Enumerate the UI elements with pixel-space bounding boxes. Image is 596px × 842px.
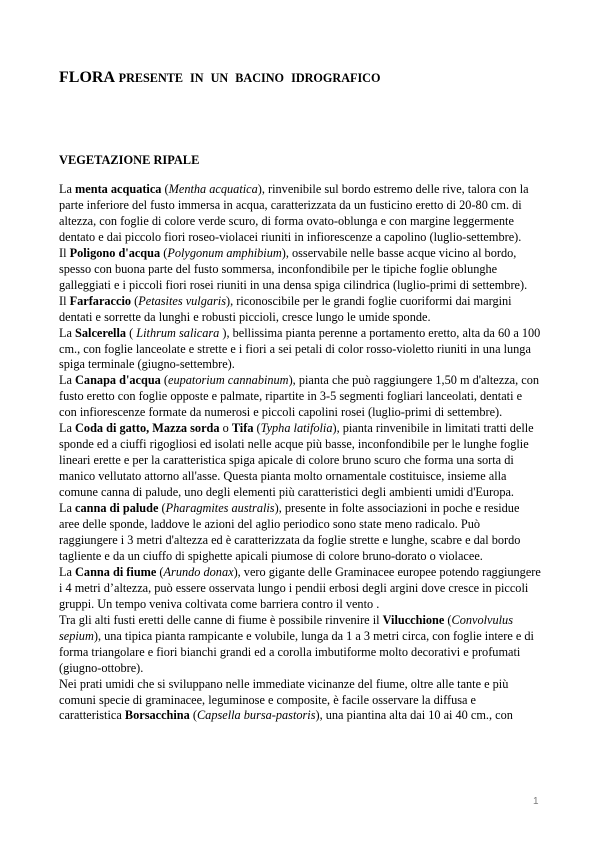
text-run: ( [156, 564, 164, 579]
text-run: ), osservabile nelle basse acque vicino al bordo, spesso con buona parte del fusto sommersa, inconfondibile per le tipiche foglie oblunghe galleggiati e i piccoli fiori rosei riuniti in una densa spiga cilindrica (luglio-primi di settembre). [59, 245, 528, 292]
text-run: La [59, 421, 76, 436]
text-run: ( [158, 501, 166, 516]
text-run: ( [160, 373, 168, 388]
page-number: 1 [533, 796, 539, 807]
paragraph [59, 294, 541, 326]
latin-name: Polygonum amphibium [167, 245, 282, 260]
bold-term: Salcerella [75, 325, 127, 340]
latin-name: Typha latifolia [260, 421, 333, 436]
bold-term: Canapa d'acqua [75, 373, 161, 388]
paragraph [59, 182, 541, 246]
text-run: ), bellissima pianta perenne a portamento eretto, alta da 60 a 100 cm., con foglie lanceolate e strette e i fiori a sei petali di color rosso-violetto riuniti in una lunga spiga terminale (giugno-settembre). [59, 325, 541, 372]
paragraph [59, 565, 541, 613]
bold-term: menta acquatica [75, 182, 162, 196]
bold-term: Canna di fiume [75, 564, 157, 579]
paragraph [59, 326, 541, 374]
text-run: o [219, 421, 232, 436]
bold-term: Vilucchione [382, 612, 445, 627]
paragraph [59, 373, 541, 421]
text-run: ), una tipica pianta rampicante e volubile, lunga da 1 a 3 metri circa, con foglie intere e di forma triangolare e fiori bianchi grandi ed a corolla imbutiforme molto decorativi e profumati (giugno-ottobre). [59, 628, 534, 675]
text-run: ( [160, 245, 168, 260]
text-run: Il [59, 293, 70, 308]
paragraph [59, 677, 541, 725]
text-run: La [59, 564, 76, 579]
text-run: ( [126, 325, 137, 340]
text-run: ( [161, 182, 169, 196]
text-run: ), presente in folte associazioni in poche e residue aree delle sponde, laddove le azioni del aglio periodico sono state meno radicalo. Può raggiungere i 3 metri d'altezza ed è caratterizzata da foglie strette e lunghe, scabre e dal bordo tagliente e da un ciuffo di spighette apicali piumose di colore bruno-dorato o violacee. [59, 501, 521, 563]
latin-name: Arundo donax [163, 564, 234, 579]
text-run: Tra gli alti fusti eretti delle canne di fiume è possibile rinvenire il [59, 612, 383, 627]
text-run: ), vero gigante delle Graminacee europee potendo raggiungere i 4 metri d’altezza, può essere osservata lungo i pendii erbosi degli argini dove cresce in piccoli gruppi. Un tempo veniva coltivata come barriera contro il vento . [59, 564, 541, 611]
text-run: La [59, 325, 76, 340]
text-run: Nei prati umidi che si sviluppano nelle immediate vicinanze del fiume, oltre alle tante e più comuni specie di graminacee, leguminose e composite, è facile osservare la diffusa e caratteristica [59, 676, 509, 723]
paragraph [59, 421, 541, 501]
text-run: La [59, 373, 76, 388]
text-run: ( [253, 421, 261, 436]
section-heading: VEGETAZIONE RIPALE [59, 153, 200, 167]
text-run: ( [131, 293, 139, 308]
latin-name: eupatorium cannabinum [168, 373, 289, 388]
text-run: La [59, 501, 76, 516]
text-run: Il [59, 245, 70, 260]
bold-term: Farfaraccio [69, 293, 132, 308]
text-run: ), una piantina alta dai 10 ai 40 cm., con [315, 708, 513, 723]
text-run: ( [444, 612, 452, 627]
text-run: ), pianta che può raggiungere 1,50 m d'altezza, con fusto eretto con foglie opposte e palmate, ripartite in 3-5 segmenti fogliari lanceolati, dentati e con infiorescenze formate da numerosi e piccoli capolini rosei (luglio-primi di settembre). [59, 373, 540, 420]
title-main: FLORA [59, 69, 115, 86]
paragraph [59, 613, 541, 677]
title-rest: PRESENTE IN UN BACINO IDROGRAFICO [118, 71, 381, 85]
latin-name: Mentha acquatica [168, 182, 258, 196]
bold-term: Borsacchina [124, 708, 190, 723]
paragraph [59, 501, 541, 565]
latin-name: Capsella bursa-pastoris [196, 708, 316, 723]
latin-name: Pharagmites australis [165, 501, 275, 516]
bold-term: Poligono d'acqua [69, 245, 161, 260]
text-run: ), pianta rinvenibile in limitati tratti delle sponde ed a ciuffi rigogliosi ed isolati nelle acque più basse, inconfondibile per le lunghe foglie lineari erette e per la caratteristica spiga apicale di colore bruno scuro che forma una sorta di manico vellutato attorno all'asse. Questa pianta molto ornamentale costituisce, insieme alla comune canna di palude, uno degli elementi più caratteristici degli ambienti umidi d'Europa. [59, 421, 534, 500]
body-text [59, 182, 541, 724]
paragraph [59, 246, 541, 294]
latin-name: Convolvulus sepium [59, 612, 513, 643]
latin-name: Lithrum salicara [136, 325, 220, 340]
text-run: La [59, 182, 76, 196]
bold-term: canna di palude [75, 501, 159, 516]
page-title [59, 69, 380, 87]
text-run: ), rinvenibile sul bordo estremo delle rive, talora con la parte inferiore del fusto immersa in acqua, caratterizzata da un fusticino eretto di 20-80 cm. di altezza, con foglie di colore verde scuro, di forma ovato-oblunga e con margine leggermente dentato e dai piccolo fiori roseo-violacei riuniti in infiorescenze a capolino (luglio-settembre). [59, 182, 529, 244]
latin-name: Petasites vulgaris [138, 293, 226, 308]
bold-term: Tifa [231, 421, 254, 436]
text-run: ( [189, 708, 197, 723]
bold-term: Coda di gatto, Mazza sorda [75, 421, 220, 436]
text-run: ), riconoscibile per le grandi foglie cuoriformi dai margini dentati e sorrette da lunghi e robusti piccioli, cresce lungo le umide sponde. [59, 293, 512, 324]
